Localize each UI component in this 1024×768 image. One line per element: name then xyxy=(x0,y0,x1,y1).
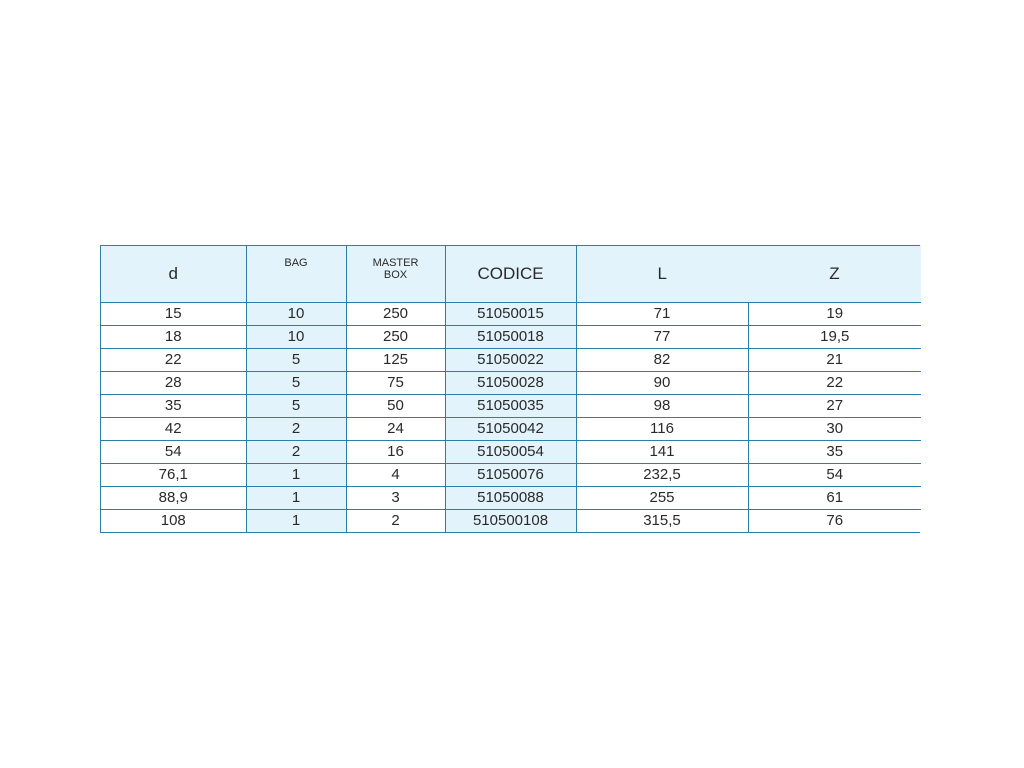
cell-d: 108 xyxy=(101,510,246,533)
cell-d: 28 xyxy=(101,372,246,395)
header-row xyxy=(101,246,921,303)
cell-master-box: 250 xyxy=(346,326,445,349)
cell-codice: 510500108 xyxy=(445,510,576,533)
cell-codice: 51050088 xyxy=(445,487,576,510)
table-row xyxy=(101,303,921,326)
table-row xyxy=(101,349,921,372)
cell-master-box: 3 xyxy=(346,487,445,510)
header-master-box-line1: MASTER xyxy=(372,257,419,269)
header-master-box xyxy=(346,246,445,303)
cell-codice: 51050018 xyxy=(445,326,576,349)
cell-z: 76 xyxy=(748,510,921,533)
cell-codice: 51050022 xyxy=(445,349,576,372)
cell-d: 22 xyxy=(101,349,246,372)
cell-master-box: 75 xyxy=(346,372,445,395)
cell-bag: 1 xyxy=(246,464,346,487)
cell-codice: 51050028 xyxy=(445,372,576,395)
cell-d: 76,1 xyxy=(101,464,246,487)
table-row xyxy=(101,464,921,487)
table-row xyxy=(101,487,921,510)
cell-master-box: 4 xyxy=(346,464,445,487)
cell-l: 141 xyxy=(576,441,748,464)
cell-d: 88,9 xyxy=(101,487,246,510)
cell-z: 19 xyxy=(748,303,921,326)
cell-bag: 5 xyxy=(246,349,346,372)
cell-bag: 1 xyxy=(246,510,346,533)
cell-codice: 51050042 xyxy=(445,418,576,441)
cell-l: 82 xyxy=(576,349,748,372)
cell-master-box: 125 xyxy=(346,349,445,372)
cell-bag: 2 xyxy=(246,441,346,464)
header-codice: CODICE xyxy=(445,246,576,303)
cell-d: 15 xyxy=(101,303,246,326)
header-bag: BAG xyxy=(246,246,346,303)
cell-z: 30 xyxy=(748,418,921,441)
cell-z: 35 xyxy=(748,441,921,464)
table-row xyxy=(101,510,921,533)
cell-codice: 51050054 xyxy=(445,441,576,464)
header-l: L xyxy=(576,246,748,303)
cell-master-box: 2 xyxy=(346,510,445,533)
table-row xyxy=(101,441,921,464)
cell-codice: 51050035 xyxy=(445,395,576,418)
cell-z: 21 xyxy=(748,349,921,372)
cell-l: 77 xyxy=(576,326,748,349)
cell-z: 19,5 xyxy=(748,326,921,349)
table-row xyxy=(101,395,921,418)
cell-l: 71 xyxy=(576,303,748,326)
cell-bag: 10 xyxy=(246,303,346,326)
header-d: d xyxy=(101,246,246,303)
table-body xyxy=(101,303,921,533)
cell-d: 54 xyxy=(101,441,246,464)
cell-master-box: 50 xyxy=(346,395,445,418)
cell-l: 90 xyxy=(576,372,748,395)
cell-d: 18 xyxy=(101,326,246,349)
cell-l: 255 xyxy=(576,487,748,510)
cell-bag: 5 xyxy=(246,395,346,418)
header-z: Z xyxy=(748,246,921,303)
cell-d: 35 xyxy=(101,395,246,418)
cell-z: 61 xyxy=(748,487,921,510)
cell-l: 116 xyxy=(576,418,748,441)
cell-bag: 5 xyxy=(246,372,346,395)
cell-l: 315,5 xyxy=(576,510,748,533)
table-row xyxy=(101,418,921,441)
cell-z: 27 xyxy=(748,395,921,418)
header-master-box-line2: BOX xyxy=(383,269,408,281)
product-table-container xyxy=(100,245,920,533)
cell-l: 98 xyxy=(576,395,748,418)
cell-master-box: 250 xyxy=(346,303,445,326)
cell-codice: 51050076 xyxy=(445,464,576,487)
cell-d: 42 xyxy=(101,418,246,441)
table-row xyxy=(101,326,921,349)
cell-bag: 10 xyxy=(246,326,346,349)
cell-bag: 2 xyxy=(246,418,346,441)
cell-l: 232,5 xyxy=(576,464,748,487)
cell-codice: 51050015 xyxy=(445,303,576,326)
cell-bag: 1 xyxy=(246,487,346,510)
cell-master-box: 16 xyxy=(346,441,445,464)
product-table xyxy=(101,246,921,532)
cell-master-box: 24 xyxy=(346,418,445,441)
table-row xyxy=(101,372,921,395)
cell-z: 22 xyxy=(748,372,921,395)
cell-z: 54 xyxy=(748,464,921,487)
